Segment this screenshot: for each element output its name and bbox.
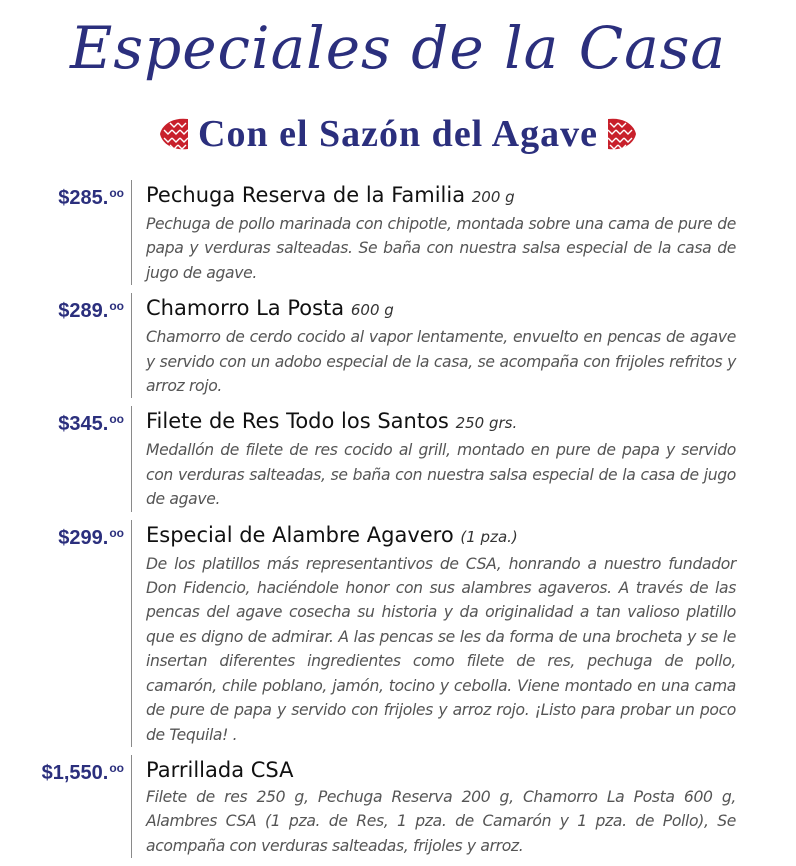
item-price: $285.$^{oo}$: [58, 186, 124, 209]
agave-right-icon: [608, 115, 638, 153]
item-description: Medallón de filete de res cocido al grill, montado en pure de papa y servido con verduras salteadas, se baña con nuestra salsa especial de la casa de jugo de agave.: [146, 441, 736, 509]
item-description: Chamorro de cerdo cocido al vapor lentamente, envuelto en pencas de agave y servido con un adobo especial de la casa, se acompaña con frijoles refritos y arroz rojo.: [146, 328, 736, 396]
subtitle-row: [0, 112, 796, 156]
menu-list: [0, 180, 796, 866]
item-description: Filete de res 250 g, Pechuga Reserva 200 g, Chamorro La Posta 600 g, Alambres CSA (1 pza. de Res, 1 pza. de Camarón y 1 pza. de Pollo), Se acompaña con verduras salteadas, frijoles y arroz.: [146, 787, 736, 855]
item-portion: (1 pza.): [460, 527, 518, 546]
agave-left-icon: [158, 115, 188, 153]
item-title: [146, 755, 736, 785]
menu-item-parrillada: [0, 755, 796, 858]
item-name: Filete de Res Todo los Santos: [146, 409, 449, 434]
menu-item-filete: [0, 406, 796, 511]
item-price: $345.$^{oo}$: [58, 412, 124, 436]
item-portion: 200 g: [471, 188, 515, 206]
item-portion: 250 grs.: [455, 414, 518, 433]
item-price: $289.$^{oo}$: [58, 299, 124, 323]
item-description: De los platillos más representantivos de CSA, honrando a nuestro fundador Don Fidencio, haciéndole honor con sus alambres agaveros. A través de las pencas del agave cosecha su historia y da originalidad a tan valioso platillo que es digno de admirar. A las pencas se les da forma de una brocheta y se le insertan diferentes ingredientes como filete de res, pechuga de pollo, camarón, chile poblano, jamón, tocino y cebolla. Viene montado en una cama de pure de papa y servido con frijoles y arroz rojo. ¡Listo para probar un poco de Tequila! .: [146, 554, 736, 744]
menu-item-pechuga: [0, 180, 796, 285]
item-name: Especial de Alambre Agavero: [146, 522, 454, 547]
menu-item-chamorro: [0, 293, 796, 398]
item-name: Pechuga Reserva de la Familia: [146, 183, 466, 207]
item-title: [146, 520, 736, 552]
item-title: [146, 406, 736, 438]
menu-title: Especiales de la Casa: [70, 14, 726, 82]
item-portion: 600 g: [350, 301, 394, 320]
item-title: [146, 293, 736, 325]
menu-item-alambre: [0, 520, 796, 747]
item-name: Chamorro La Posta: [146, 296, 345, 321]
item-description: Pechuga de pollo marinada con chipotle, montada sobre una cama de pure de papa y verduras salteadas. Se baña con nuestra salsa especial de la casa de jugo de agave.: [146, 215, 736, 282]
item-price: $299.$^{oo}$: [58, 525, 124, 549]
item-title: [146, 180, 736, 212]
menu-subtitle: Con el Sazón del Agave: [198, 113, 598, 155]
item-price: $1,550.$^{oo}$: [41, 760, 124, 784]
item-name: Parrillada CSA: [146, 757, 294, 782]
